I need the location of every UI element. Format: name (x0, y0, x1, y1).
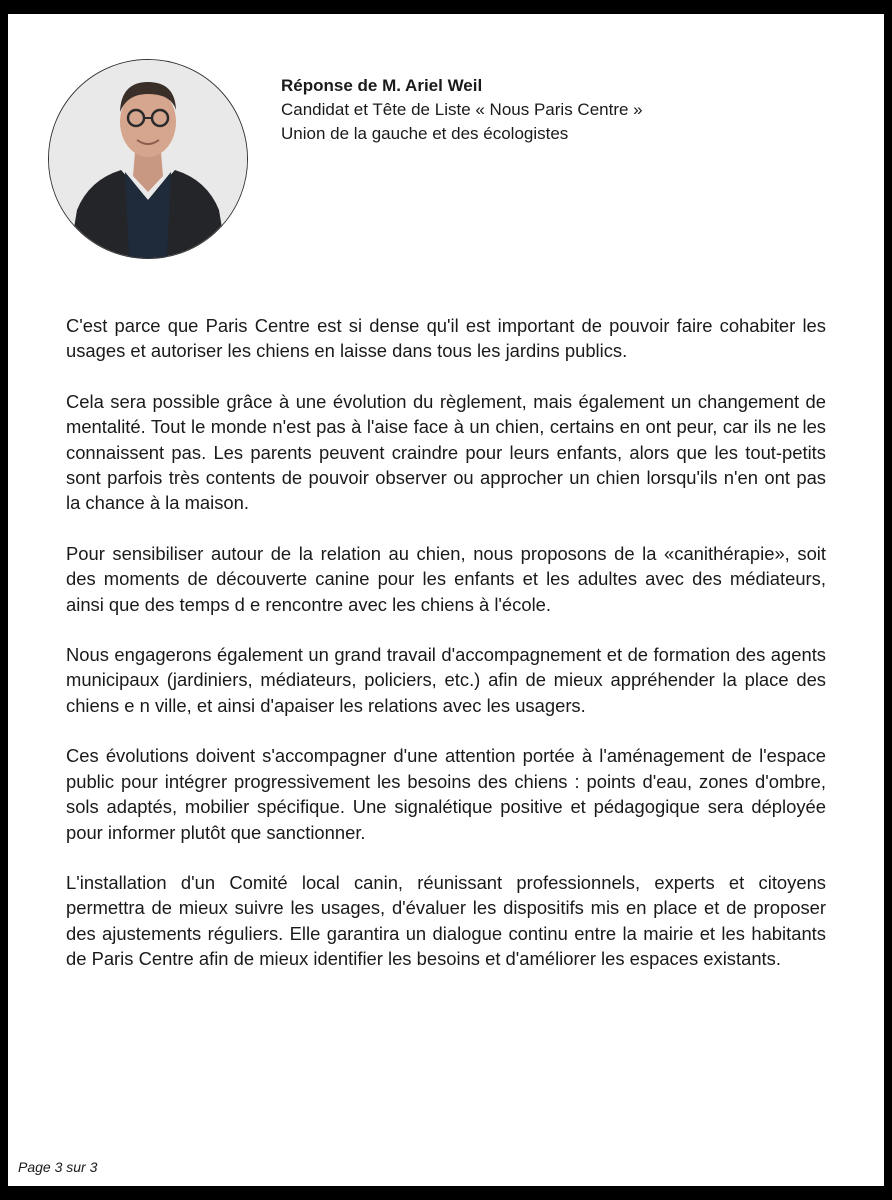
paragraph: Ces évolutions doivent s'accompagner d'une attention portée à l'aménagement de l'espace public pour intégrer progressivement les besoins des chiens : points d'eau, zones d'ombre, sols adaptés, mobilier spécifique. Une signalétique positive et pédagogique sera déployée pour informer plutôt que sanctionner. (66, 745, 826, 843)
paragraph: C'est parce que Paris Centre est si dense qu'il est important de pouvoir faire cohabiter les usages et autoriser les chiens en laisse dans tous les jardins publics. (66, 315, 826, 362)
paragraph: Nous engagerons également un grand travail d'accompagnement et de formation des agents municipaux (jardiniers, médiateurs, policiers, etc.) afin de mieux appréhender la place des chiens e n ville, et ainsi d'apaiser les relations avec les usagers. (66, 644, 826, 716)
candidate-party: Union de la gauche et des écologistes (281, 124, 569, 143)
paragraph: Cela sera possible grâce à une évolution du règlement, mais également un changement de mentalité. Tout le monde n'est pas à l'aise face à un chien, certains en ont peur, car ils ne les connaissent pas. Les parents peuvent craindre pour leurs enfants, alors que les tout-petits sont parfois très contents de pouvoir observer ou approcher un chien lorsqu'ils n'en ont pas la chance à la maison. (66, 390, 826, 514)
paragraph: Pour sensibiliser autour de la relation au chien, nous proposons de la «canithérapie», soit des moments de découverte canine pour les enfants et les adultes avec des médiateurs, ainsi que des temps d e rencontre avec les chiens à l'école. (66, 542, 826, 615)
candidate-portrait (48, 59, 248, 259)
document-page (8, 14, 884, 1186)
page-number: Page 3 sur 3 (18, 1159, 98, 1175)
paragraph: L'installation d'un Comité local canin, réunissant professionnels, experts et citoyens permettra de mieux suivre les usages, d'évaluer les dispositifs mis en place et de proposer des ajustements réguliers. Elle garantira un dialogue continu entre la mairie et les habitants de Paris Centre afin de mieux identifier les besoins et d'améliorer les espaces existants. (66, 871, 826, 970)
candidate-role: Candidat et Tête de Liste « Nous Paris Centre » (281, 100, 643, 119)
candidate-name: Réponse de M. Ariel Weil (281, 76, 483, 95)
candidate-header (281, 74, 643, 146)
response-body (66, 313, 826, 997)
